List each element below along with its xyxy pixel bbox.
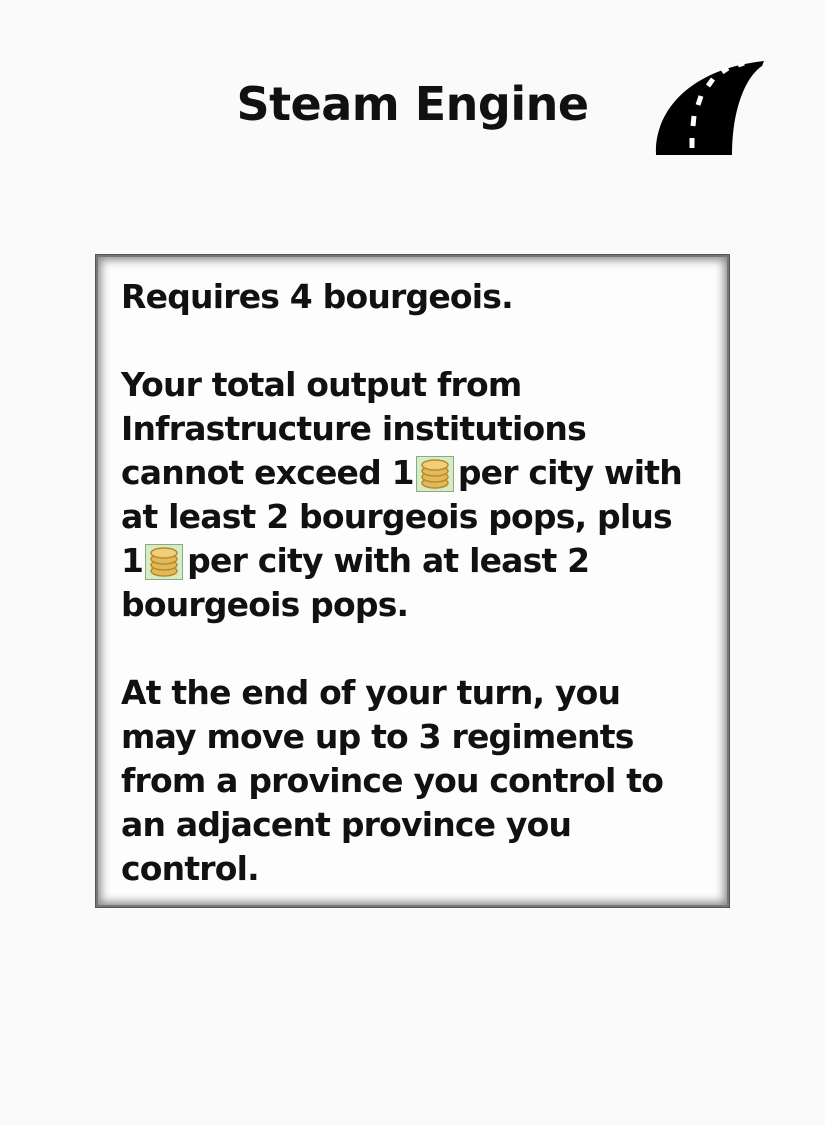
- output-line-5: [121, 539, 729, 583]
- rules-text-box: [95, 254, 730, 908]
- output-limit-text: [121, 363, 729, 627]
- movement-line-2: may move up to 3 regiments: [121, 717, 634, 756]
- output-line-5-start: 1: [121, 541, 144, 580]
- movement-line-5: control.: [121, 849, 259, 888]
- output-line-5-end: per city with at least 2: [187, 541, 590, 580]
- output-line-3-start: cannot exceed 1: [121, 453, 414, 492]
- coin-stack-icon: [145, 544, 183, 580]
- movement-line-3: from a province you control to: [121, 761, 664, 800]
- movement-line-4: an adjacent province you: [121, 805, 572, 844]
- output-line-1: Your total output from: [121, 365, 522, 404]
- output-line-2: Infrastructure institutions: [121, 409, 586, 448]
- road-icon: [652, 58, 766, 158]
- coin-stack-icon: [416, 456, 454, 492]
- output-line-3-end: per city with: [457, 453, 682, 492]
- movement-line-1: At the end of your turn, you: [121, 673, 621, 712]
- output-line-3: [121, 451, 729, 495]
- card-title: Steam Engine: [236, 77, 589, 131]
- output-line-4: at least 2 bourgeois pops, plus: [121, 497, 672, 536]
- output-line-6: bourgeois pops.: [121, 585, 409, 624]
- movement-text: [121, 671, 729, 891]
- requirement-line: Requires 4 bourgeois.: [121, 277, 513, 316]
- requirement-text: [121, 275, 729, 319]
